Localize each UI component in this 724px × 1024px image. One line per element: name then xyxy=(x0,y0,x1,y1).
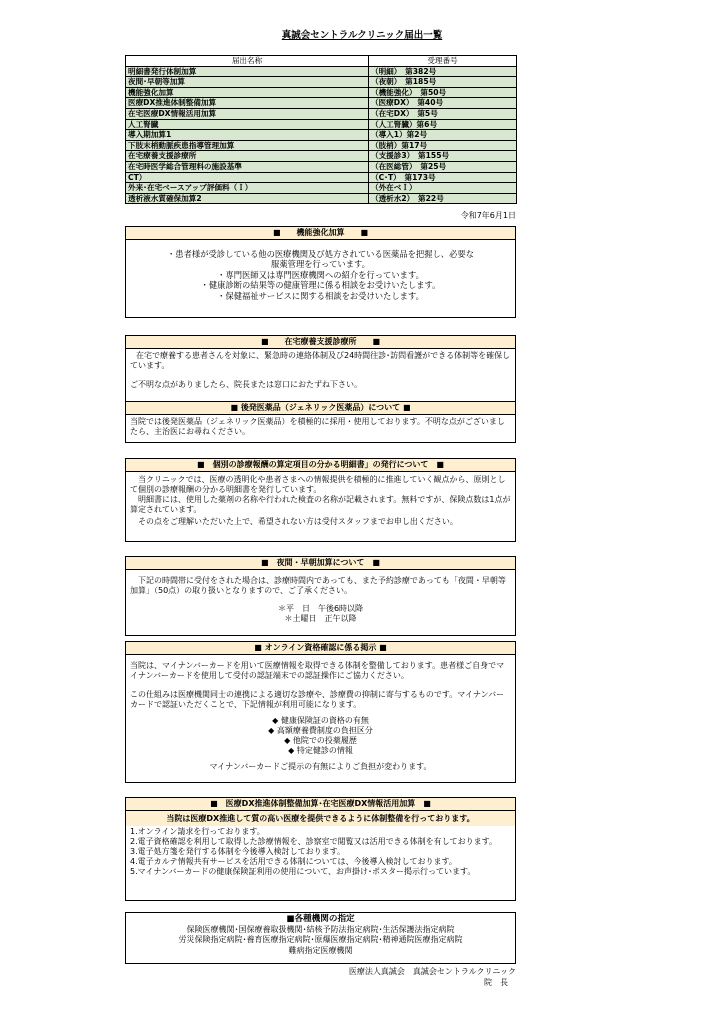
section-line: ・保健福祉サービスに関する相談をお受けいたします。 xyxy=(217,290,424,301)
list-item: ◆ 高額療養費制度の負担区分 xyxy=(268,726,373,735)
row-number: （医療DX） 第40号 xyxy=(369,98,517,109)
list-item: 3.電子処方箋を発行する体制を今後導入検討しております。 xyxy=(130,847,345,856)
row-number: （人工腎臓）第6号 xyxy=(369,119,517,130)
row-number: （在医総管） 第25号 xyxy=(369,161,517,172)
section-text: 当院は、マイナンバーカードを用いて医療情報を取得できる体制を整備しております。患者様ご自身でマイナンバーカードを使用して受付の認証端末での認証操作にご協力ください。 xyxy=(130,661,505,680)
section-line: ・専門医師又は専門医療機関への紹介を行っています。 xyxy=(217,269,424,280)
row-number: （導入1）第2号 xyxy=(369,130,517,141)
row-number: （透析水2） 第22号 xyxy=(369,193,517,204)
row-number: （C･T） 第173号 xyxy=(369,172,517,183)
footer xyxy=(349,966,516,988)
table-row xyxy=(126,77,517,88)
row-name: CT） xyxy=(126,172,369,183)
table-row xyxy=(126,172,517,183)
footer-role: 院 長 xyxy=(484,978,508,987)
medical-dx-lead: 当院は医療DX推進して質の高い医療を提供できるように体制整備を行っております。 xyxy=(126,811,515,826)
header-number: 受理番号 xyxy=(369,56,517,67)
header-name: 届出名称 xyxy=(126,56,369,67)
row-name: 在宅時医学総合管理料の施設基準 xyxy=(126,161,369,172)
section-header: ■ 個別の診療報酬の算定項目の分かる明細書」の発行について ■ xyxy=(126,459,515,472)
list-item: ◆ 特定健診の情報 xyxy=(288,746,353,755)
home-care-section xyxy=(125,335,516,443)
section-text: この仕組みは医療機関同士の連携による適切な診療や、診療費の抑制に寄与するものです。マイナンバーカードで認証いただくことで、下記情報が利用可能になります。 xyxy=(130,690,505,709)
section-line: 難病指定医療機関 xyxy=(288,945,353,955)
table-row xyxy=(126,66,517,77)
row-name: 在宅療養支援診療所 xyxy=(126,151,369,162)
table-row xyxy=(126,193,517,204)
section-text: 当院では後発医薬品（ジェネリック医薬品）を積極的に採用・使用しております。不明な点がございましたら、主治医にお尋ねください。 xyxy=(130,417,505,436)
time-saturday: ＊土曜日 正午以降 xyxy=(284,614,357,623)
footer-org: 医療法人真誠会 真誠会セントラルクリニック xyxy=(348,967,516,976)
list-item: ◆ 他院での投薬履歴 xyxy=(284,736,357,745)
table-row xyxy=(126,87,517,98)
section-text: 明細書には、使用した薬剤の名称や行われた検査の名称が記載されます。無料ですが、保険点数は1点が算定されています。 xyxy=(130,495,511,514)
section-text: その点をご理解いただいた上で、希望されない方は受付スタッフまでお申し出ください。 xyxy=(138,517,458,526)
page-title: 真誠会セントラルクリニック届出一覧 xyxy=(281,30,443,41)
table-row xyxy=(126,161,517,172)
section-text: 下記の時間帯に受付をされた場合は、診療時間内であっても、また予約診療であっても「夜間・早朝等加算」（50点）の取り扱いとなりますので、ご了承ください。 xyxy=(130,576,506,595)
row-number: （機能強化） 第50号 xyxy=(369,87,517,98)
row-name: 下肢末梢動脈疾患指導管理加算 xyxy=(126,140,369,151)
registration-table xyxy=(125,55,517,204)
list-item: ◆ 健康保険証の資格の有無 xyxy=(272,716,369,725)
table-row xyxy=(126,140,517,151)
designation-section xyxy=(125,912,516,964)
section-header: ■ オンライン資格確認に係る掲示 ■ xyxy=(126,642,515,655)
row-name: 導入期加算1 xyxy=(126,130,369,141)
list-item: 1.オンライン請求を行っております。 xyxy=(130,827,265,836)
row-number: （支援診3） 第155号 xyxy=(369,151,517,162)
section-header: ■ 在宅療養支援診療所 ■ xyxy=(126,336,515,349)
section-line: ・患者様が受診している他の医療機関及び処方されている医薬品を把握し、必要な xyxy=(167,249,474,259)
row-name: 医療DX推進体制整備加算 xyxy=(126,98,369,109)
row-name: 人工腎臓 xyxy=(126,119,369,130)
generic-drug-header: ■ 後発医薬品（ジェネリック医薬品）について ■ xyxy=(126,401,515,415)
row-name: 明細書発行体制加算 xyxy=(126,66,369,77)
section-header: ■ 機能強化加算 ■ xyxy=(126,227,515,240)
row-number: （在宅DX） 第5号 xyxy=(369,108,517,119)
row-number: （明細） 第382号 xyxy=(369,66,517,77)
table-row xyxy=(126,151,517,162)
table-row xyxy=(126,183,517,194)
section-text: マイナンバーカードご提示の有無によりご負担が変わります。 xyxy=(209,762,432,771)
section-line: 労災保険指定病院･養育医療指定病院･原爆医療指定病院･精神通院医療指定病院 xyxy=(178,935,463,945)
section-header: ■ 医療DX推進体制整備加算･在宅医療DX情報活用加算 ■ xyxy=(126,798,515,811)
row-number: （肢梢）第17号 xyxy=(369,140,517,151)
row-name: 透析液水質確保加算2 xyxy=(126,193,369,204)
table-row xyxy=(126,119,517,130)
section-text: 当クリニックでは、医療の透明化や患者さまへの情報提供を積極的に推進していく観点から、原則として個別の診療報酬の分かる明細書を発行しています。 xyxy=(130,475,506,494)
table-row xyxy=(126,108,517,119)
row-number: （外在ベＩ） xyxy=(369,183,517,194)
table-row xyxy=(126,130,517,141)
table-header-row xyxy=(126,56,517,67)
table-row xyxy=(126,98,517,109)
section-text: 在宅で療養する患者さんを対象に、緊急時の連絡体制及び24時間往診･訪問看護ができる体制等を確保しています。 xyxy=(130,351,511,370)
row-name: 機能強化加算 xyxy=(126,87,369,98)
row-name: 外来･在宅ベースアップ評価料（Ｉ） xyxy=(126,183,369,194)
issue-date: 令和7年6月1日 xyxy=(460,211,516,220)
itemized-receipt-section xyxy=(125,458,516,542)
section-line: 服薬管理を行っています。 xyxy=(271,259,370,270)
list-item: 5.マイナンバーカードの健康保険証利用の使用について、お声掛け･ポスター掲示行っています。 xyxy=(130,867,476,876)
list-item: 2.電子資格確認を利用して取得した診療情報を、診察室で閲覧又は活用できる体制を有しております。 xyxy=(130,837,497,846)
section-header: ■ 夜間・早朝加算について ■ xyxy=(126,557,515,570)
night-early-section xyxy=(125,556,516,636)
time-weekday: ＊平 日 午後6時以降 xyxy=(277,604,364,613)
row-number: （夜朝） 第185号 xyxy=(369,77,517,88)
section-line: ・健康診断の結果等の健康管理に係る相談をお受けいたします。 xyxy=(200,280,441,291)
list-item: 4.電子カルテ情報共有サービスを活用できる体制については、今後導入検討しております。 xyxy=(130,857,457,866)
row-name: 夜間･早朝等加算 xyxy=(126,77,369,88)
online-eligibility-section xyxy=(125,641,516,783)
section-text: ご不明な点がありましたら、院長または窓口におたずね下さい。 xyxy=(130,380,362,389)
section-line: 保険医療機関･国保療養取扱機関･結核予防法指定病院･生活保護法指定病院 xyxy=(186,924,455,934)
section-header: ■各種機関の指定 xyxy=(286,914,355,924)
row-name: 在宅医療DX情報活用加算 xyxy=(126,108,369,119)
medical-dx-section xyxy=(125,797,516,901)
function-enhancement-section xyxy=(125,226,516,318)
